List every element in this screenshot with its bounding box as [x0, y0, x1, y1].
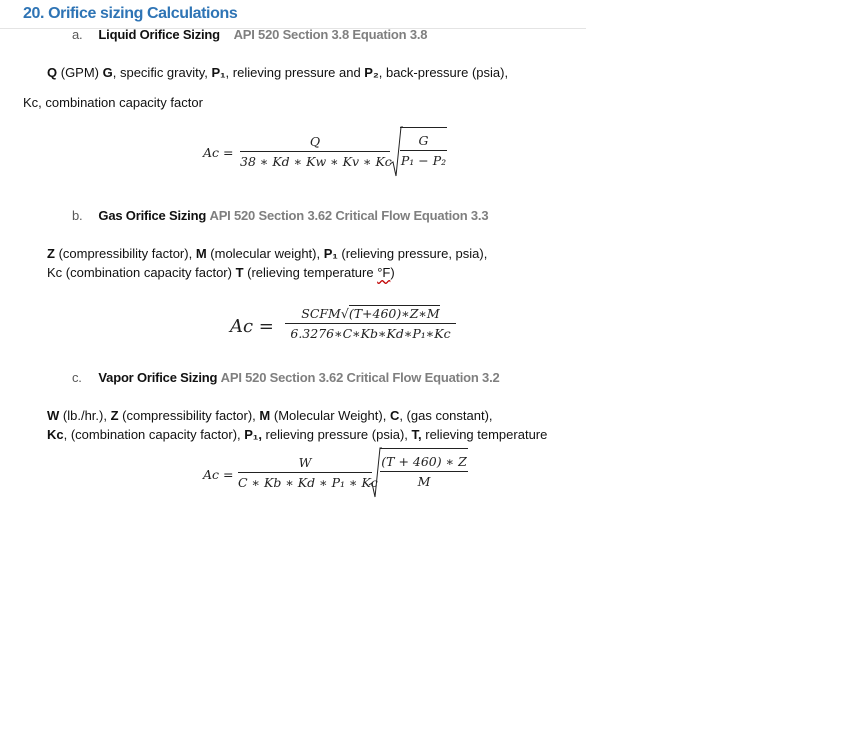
var-t-desc: (relieving temperature: [243, 265, 378, 280]
var-kc-desc: , (combination capacity factor),: [63, 427, 245, 442]
section-b-reference: API 520 Section 3.62 Critical Flow Equation 3.3: [209, 208, 489, 223]
equation-c-numerator: W: [298, 455, 312, 470]
var-m-desc: (Molecular Weight),: [270, 408, 390, 423]
var-m: M: [195, 246, 207, 261]
var-z-desc: (compressibility factor),: [118, 408, 260, 423]
section-b-letter: b.: [72, 208, 83, 223]
equation-b-radical-icon: √: [340, 306, 349, 321]
var-t-end: ): [390, 265, 395, 280]
var-t-unit: °F: [377, 265, 391, 280]
section-a-title: Liquid Orifice Sizing: [98, 27, 220, 42]
equation-c-denominator: C ∗ Kb ∗ Kd ∗ P₁ ∗ Kc: [238, 475, 378, 490]
var-kc-desc: (combination capacity factor): [62, 265, 236, 280]
equation-b-lhs: Ac =: [230, 316, 274, 337]
section-c-title: Vapor Orifice Sizing: [98, 370, 218, 385]
var-z: Z: [110, 408, 119, 423]
equation-b-numerator: [285, 306, 456, 321]
equation-b-denominator: 6.3276∗C∗Kb∗Kd∗P₁∗Kc: [290, 326, 451, 341]
section-a-heading: [72, 27, 427, 42]
equation-c-sqrt-fraction: [380, 448, 468, 489]
section-b-title: Gas Orifice Sizing: [98, 208, 207, 223]
equation-a-fraction: [240, 134, 390, 169]
equation-a-lhs: Ac =: [203, 145, 234, 160]
equation-a-sqrt-bar: [400, 150, 447, 151]
equation-a-sqrt-fraction: [400, 127, 447, 168]
equation-c-fraction: [238, 455, 378, 490]
equation-b-fraction: [285, 306, 456, 341]
equation-b-numerator-sqrt: (T+460)∗Z∗M: [348, 306, 440, 321]
section-b-variables-line1: [47, 246, 487, 261]
section-c-reference: API 520 Section 3.62 Critical Flow Equation 3.2: [220, 370, 500, 385]
var-q-unit: (GPM): [57, 65, 103, 80]
equation-c-sqrt-denominator: M: [417, 474, 431, 489]
var-t-desc: relieving temperature: [421, 427, 548, 442]
var-m: M: [259, 408, 271, 423]
var-p2-desc: , back-pressure (psia),: [378, 65, 509, 80]
var-z: Z: [47, 246, 55, 261]
equation-b-fraction-bar: [285, 323, 456, 324]
section-a-letter: a.: [72, 27, 83, 42]
section-b-heading: [72, 208, 488, 223]
page-title: 20. Orifice sizing Calculations: [23, 5, 238, 22]
section-c-heading: [72, 370, 500, 385]
var-p1: P₁: [323, 246, 338, 261]
equation-c-sqrt-numerator: (T + 460) ∗ Z: [381, 454, 467, 469]
var-t: T: [235, 265, 244, 280]
section-c-variables-line2: [47, 427, 547, 442]
section-c-letter: c.: [72, 370, 82, 385]
var-c-desc: , (gas constant),: [399, 408, 493, 423]
var-p1: P₁,: [244, 427, 262, 442]
equation-a-sqrt-denominator: P₁ − P₂: [400, 153, 447, 168]
var-p1: P₁: [211, 65, 226, 80]
var-p1-desc: , relieving pressure and: [225, 65, 365, 80]
var-kc: Kc: [47, 265, 63, 280]
var-q: Q: [47, 65, 58, 80]
var-p1-desc: (relieving pressure, psia),: [337, 246, 488, 261]
equation-a-sqrt-numerator: G: [418, 133, 429, 148]
var-g: G: [102, 65, 113, 80]
var-p1-desc: relieving pressure (psia),: [261, 427, 412, 442]
equation-a-fraction-bar: [240, 151, 390, 152]
var-w: W: [47, 408, 60, 423]
equation-c-fraction-bar: [238, 472, 372, 473]
var-z-desc: (compressibility factor),: [54, 246, 196, 261]
equation-c-sqrt-bar: [380, 471, 468, 472]
var-kc-desc: , combination capacity factor: [38, 95, 203, 110]
section-a-variables-line1: [47, 65, 508, 80]
var-p2: P₂: [364, 65, 379, 80]
section-a-variables-line2: [23, 95, 203, 110]
var-kc: Kc: [23, 95, 39, 110]
var-m-desc: (molecular weight),: [206, 246, 324, 261]
section-a-reference: API 520 Section 3.8 Equation 3.8: [233, 27, 428, 42]
var-g-desc: , specific gravity,: [112, 65, 212, 80]
equation-a-denominator: 38 ∗ Kd ∗ Kw ∗ Kv ∗ Kc: [240, 154, 392, 169]
equation-c-lhs: Ac =: [203, 467, 234, 482]
section-c-variables-line1: [47, 408, 493, 423]
equation-b-numerator-prefix: SCFM: [301, 306, 341, 321]
var-c: C: [389, 408, 400, 423]
var-kc: Kc: [47, 427, 64, 442]
section-b-variables-line2: [47, 265, 395, 280]
var-t: T,: [411, 427, 422, 442]
var-w-desc: (lb./hr.),: [59, 408, 111, 423]
equation-a-numerator: Q: [309, 134, 321, 149]
